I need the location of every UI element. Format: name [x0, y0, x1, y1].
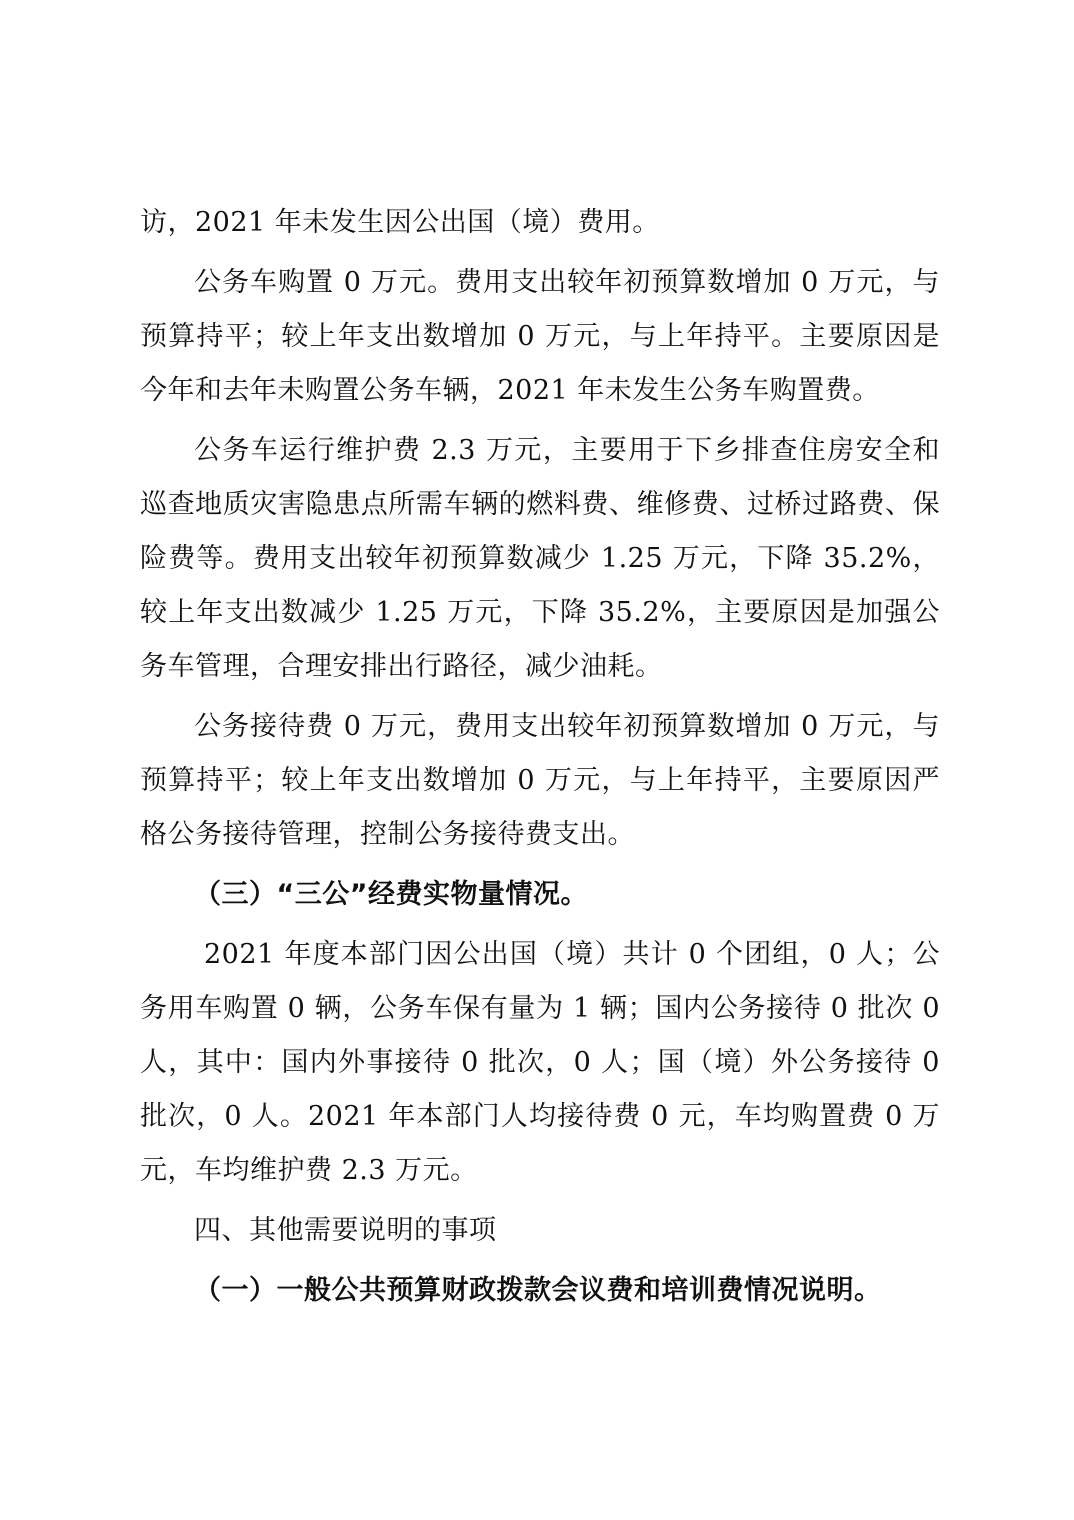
paragraph-vehicle-maintenance: 公务车运行维护费 2.3 万元，主要用于下乡排查住房安全和巡查地质灾害隐患点所需车辆的燃料费、维修费、过桥过路费、保险费等。费用支出较年初预算数减少 1.25 万元，下降 35.2%，较上年支出数减少 1.25 万元，下降 35.2%，主要原因是加强公务车管理，合理安排出行路径，减少油耗。 [140, 435, 940, 682]
subsection-heading-meeting-training: （一）一般公共预算财政拨款会议费和培训费情况说明。 [194, 1275, 882, 1306]
paragraph-continuation: 访，2021 年未发生因公出国（境）费用。 [140, 207, 660, 238]
paragraph-vehicle-purchase: 公务车购置 0 万元。费用支出较年初预算数增加 0 万元，与预算持平；较上年支出数增加 0 万元，与上年持平。主要原因是今年和去年未购置公务车辆，2021 年未发生公务车购置费。 [140, 267, 940, 406]
paragraph-reception: 公务接待费 0 万元，费用支出较年初预算数增加 0 万元，与预算持平；较上年支出数增加 0 万元，与上年持平，主要原因严格公务接待管理，控制公务接待费支出。 [140, 711, 940, 850]
section-heading-other-matters: 四、其他需要说明的事项 [194, 1215, 497, 1246]
paragraph-quantities: 2021 年度本部门因公出国（境）共计 0 个团组，0 人；公务用车购置 0 辆，公务车保有量为 1 辆；国内公务接待 0 批次 0 人，其中：国内外事接待 0 批次，0 人；国（境）外公务接待 0 批次，0 人。2021 年本部门人均接待费 0 元，车均购置费 0 万元，车均维护费 2.3 万元。 [140, 939, 940, 1186]
section-heading-three-public-quantities: （三）“三公”经费实物量情况。 [194, 879, 588, 910]
document-body [140, 196, 940, 1318]
